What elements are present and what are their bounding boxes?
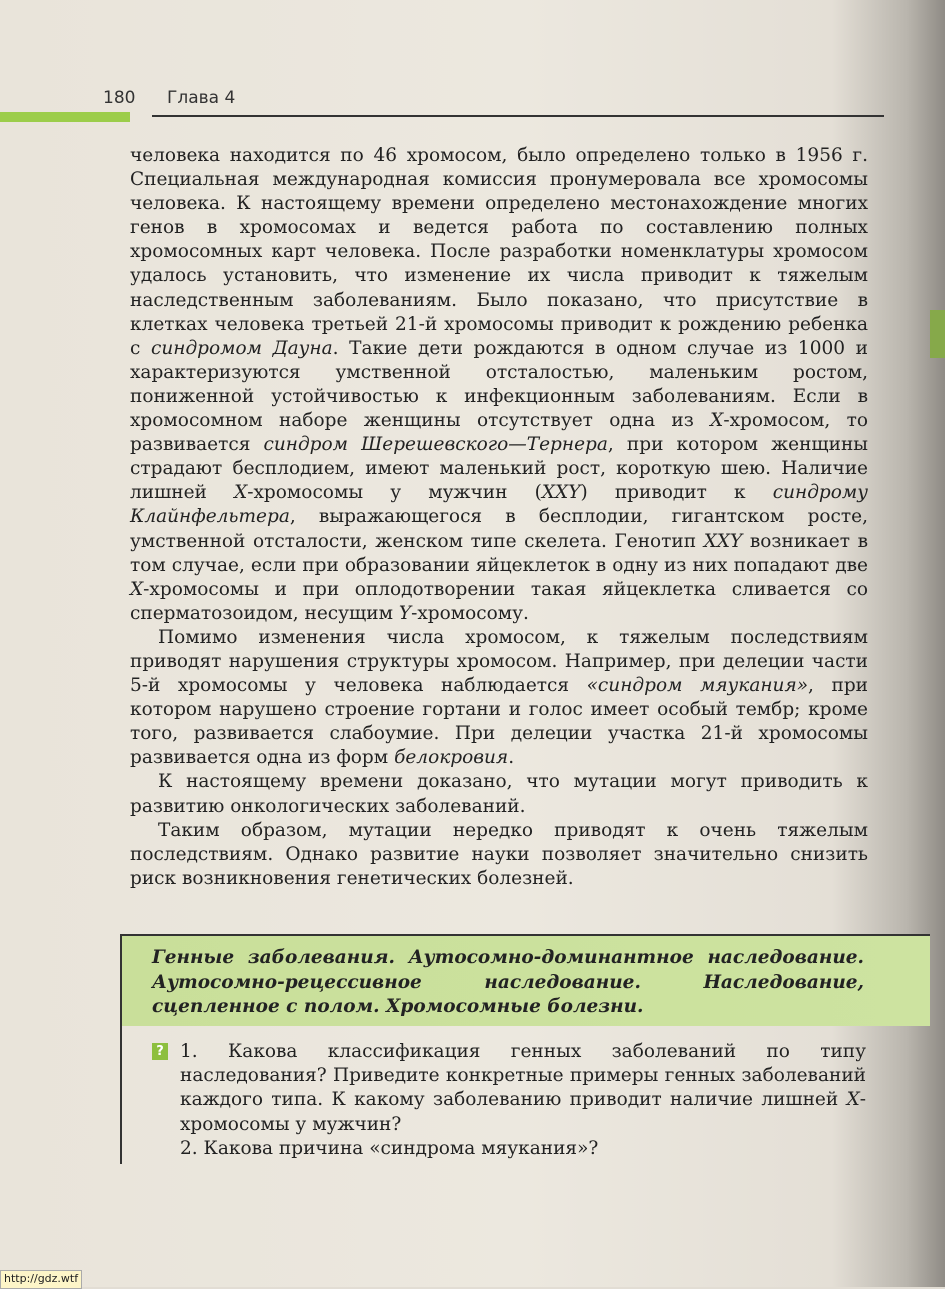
main-text — [130, 144, 868, 891]
question-2: 2. Какова причина «синдрома мяукания»? — [180, 1137, 599, 1159]
keywords-panel — [122, 936, 930, 1026]
question-1: 1. Какова классификация генных заболеваний по типу наследования? Приведите конкретные примеры генных заболеваний каждого типа. К какому заболеванию приводит наличие лишней X-хромосомы у мужчин? — [180, 1041, 866, 1135]
keywords-text: Генные заболевания. Аутосомно-доминантное наследование. Аутосомно-рецессивное наследование. Наследование, сцепленное с полом. Хромосомные болезни. — [152, 947, 864, 1017]
paragraph-4: Таким образом, мутации нередко приводят к очень тяжелым последствиям. Однако развитие науки позволяет значительно снизить риск возникновения генетических болезней. — [130, 819, 868, 889]
header-rule — [152, 115, 884, 117]
summary-box — [120, 934, 930, 1164]
chapter-title: Глава 4 — [167, 88, 236, 108]
green-accent-bar — [0, 112, 130, 122]
page-number: 180 — [103, 88, 136, 108]
source-watermark: http://gdz.wtf — [0, 1270, 82, 1289]
paragraph-3: К настоящему времени доказано, что мутации могут приводить к развитию онкологических заболеваний. — [130, 771, 868, 817]
paragraph-1: человека находится по 46 хромосом, было определено только в 1956 г. Специальная международная комиссия пронумеровала все хромосомы человека. К настоящему времени определено местонахождение многих генов в хромосомах и ведется работа по составлению полных хромосомных карт человека. После разработки номенклатуры хромосом удалось установить, что изменение их числа приводит к тяжелым наследственным заболеваниям. Было показано, что присутствие в клетках человека третьей 21-й хромосомы приводит к рождению ребенка с синдромом Дауна. Такие дети рождаются в одном случае из 1000 и характеризуются умственной отсталостью, маленьким ростом, пониженной устойчивостью к инфекционным заболеваниям. Если в хромосомном наборе женщины отсутствует одна из X-хромосом, то развивается синдром Шерешевского—Тернера, при котором женщины страдают бесплодием, имеют маленький рост, короткую шею. Наличие лишней X-хромосомы у мужчин (XXY) приводит к синдрому Клайнфельтера, выражающегося в бесплодии, гигантском росте, умственной отсталости, женском типе скелета. Генотип XXY возникает в том случае, если при образовании яйцеклеток в одну из них попадают две X-хромосомы и при оплодотворении такая яйцеклетка сливается со сперматозоидом, несущим Y-хромосому. — [130, 145, 868, 624]
review-questions — [180, 1040, 866, 1161]
paragraph-2: Помимо изменения числа хромосом, к тяжелым последствиям приводят нарушения структуры хромосом. Например, при делеции части 5-й хромосомы у человека наблюдается «синдром мяукания», при котором нарушено строение гортани и голос имеет особый тембр; кроме того, развивается слабоумие. При делеции участка 21-й хромосомы развивается одна из форм белокровия. — [130, 626, 868, 769]
page-header — [103, 86, 883, 112]
side-thumb-tab — [930, 310, 945, 358]
question-icon: ? — [152, 1043, 168, 1060]
